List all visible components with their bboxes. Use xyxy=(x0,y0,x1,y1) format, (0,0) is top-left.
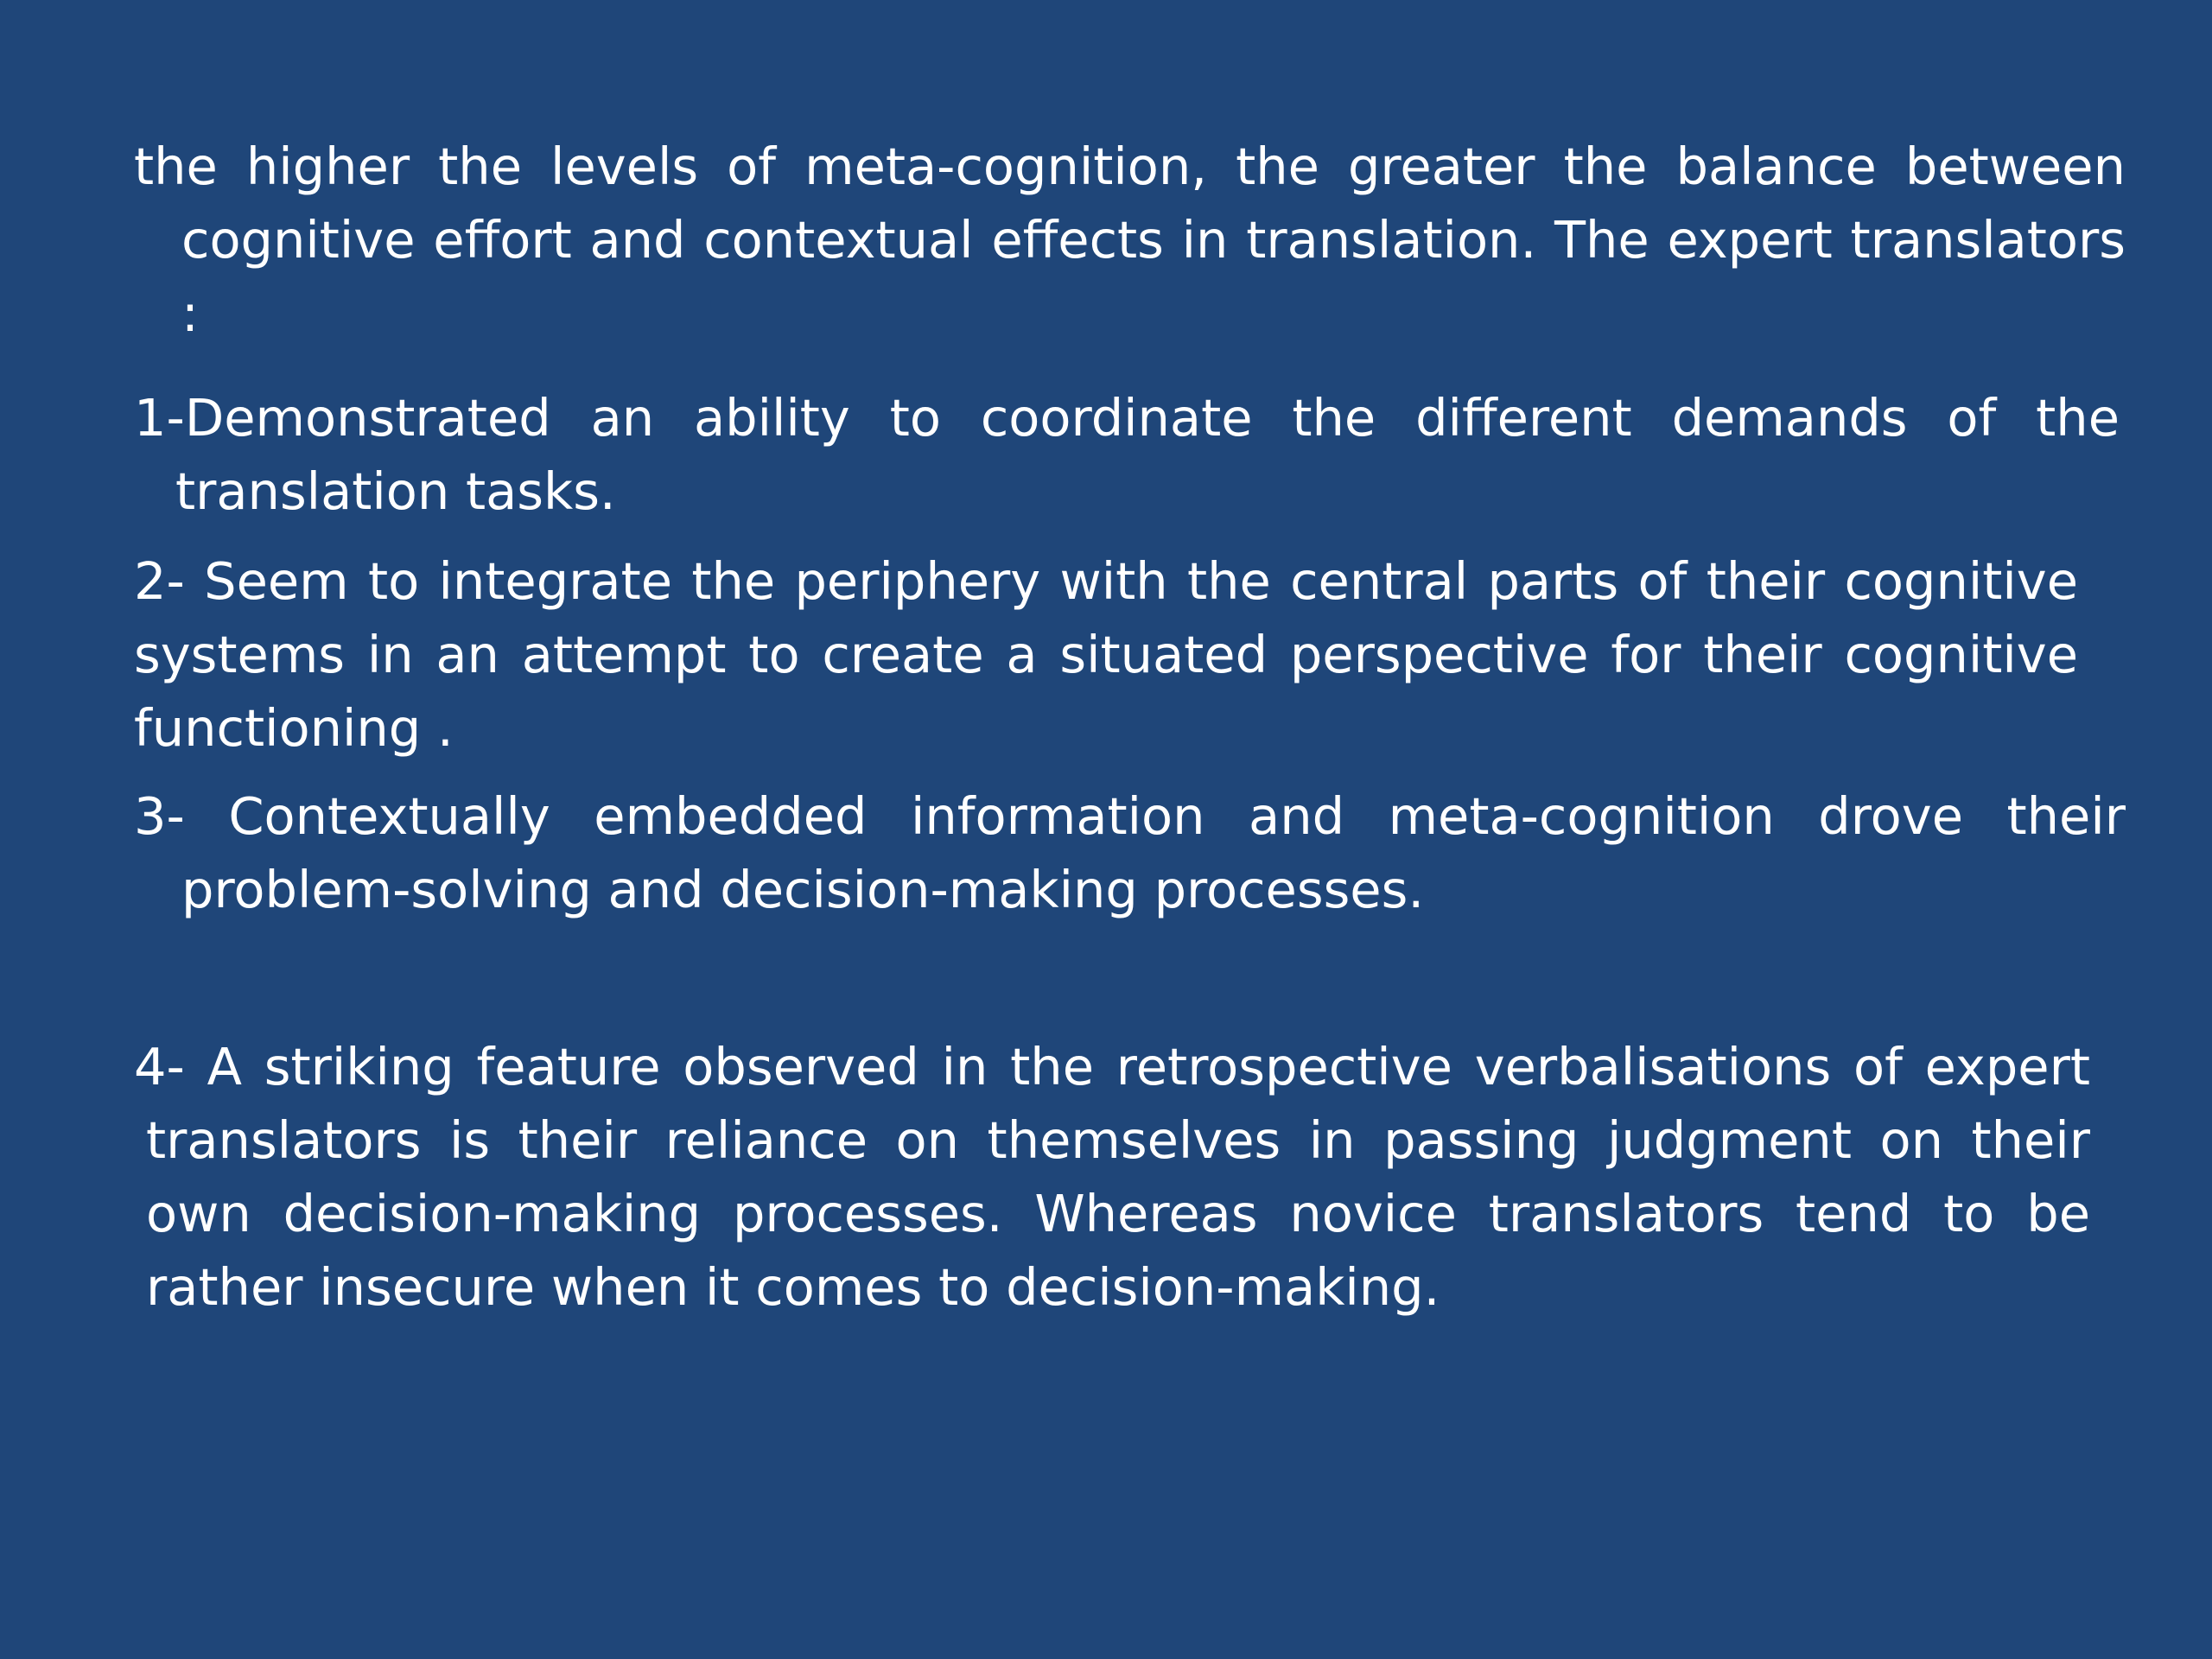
list-item-4: 4- A striking feature observed in the retrospective verbalisations of expert translators is their reliance on themselves in passing judgment on their own decision-making processes. Whereas novice translators tend to be rather insecure when it comes to decision-making. xyxy=(134,1037,2090,1317)
list-item-2: 2- Seem to integrate the periphery with the central parts of their cognitive systems in an attempt to create a situated perspective for their cognitive functioning . xyxy=(134,551,2078,758)
list-item-1: 1-Demonstrated an ability to coordinate the different demands of the translation tasks. xyxy=(134,388,2120,521)
intro-paragraph: the higher the levels of meta-cognition, the greater the balance between cognitive effort and contextual effects in translation. The expert translators : xyxy=(134,137,2126,343)
list-item-3: 3- Contextually embedded information and meta-cognition drove their problem-solving and decision-making processes. xyxy=(134,786,2126,919)
